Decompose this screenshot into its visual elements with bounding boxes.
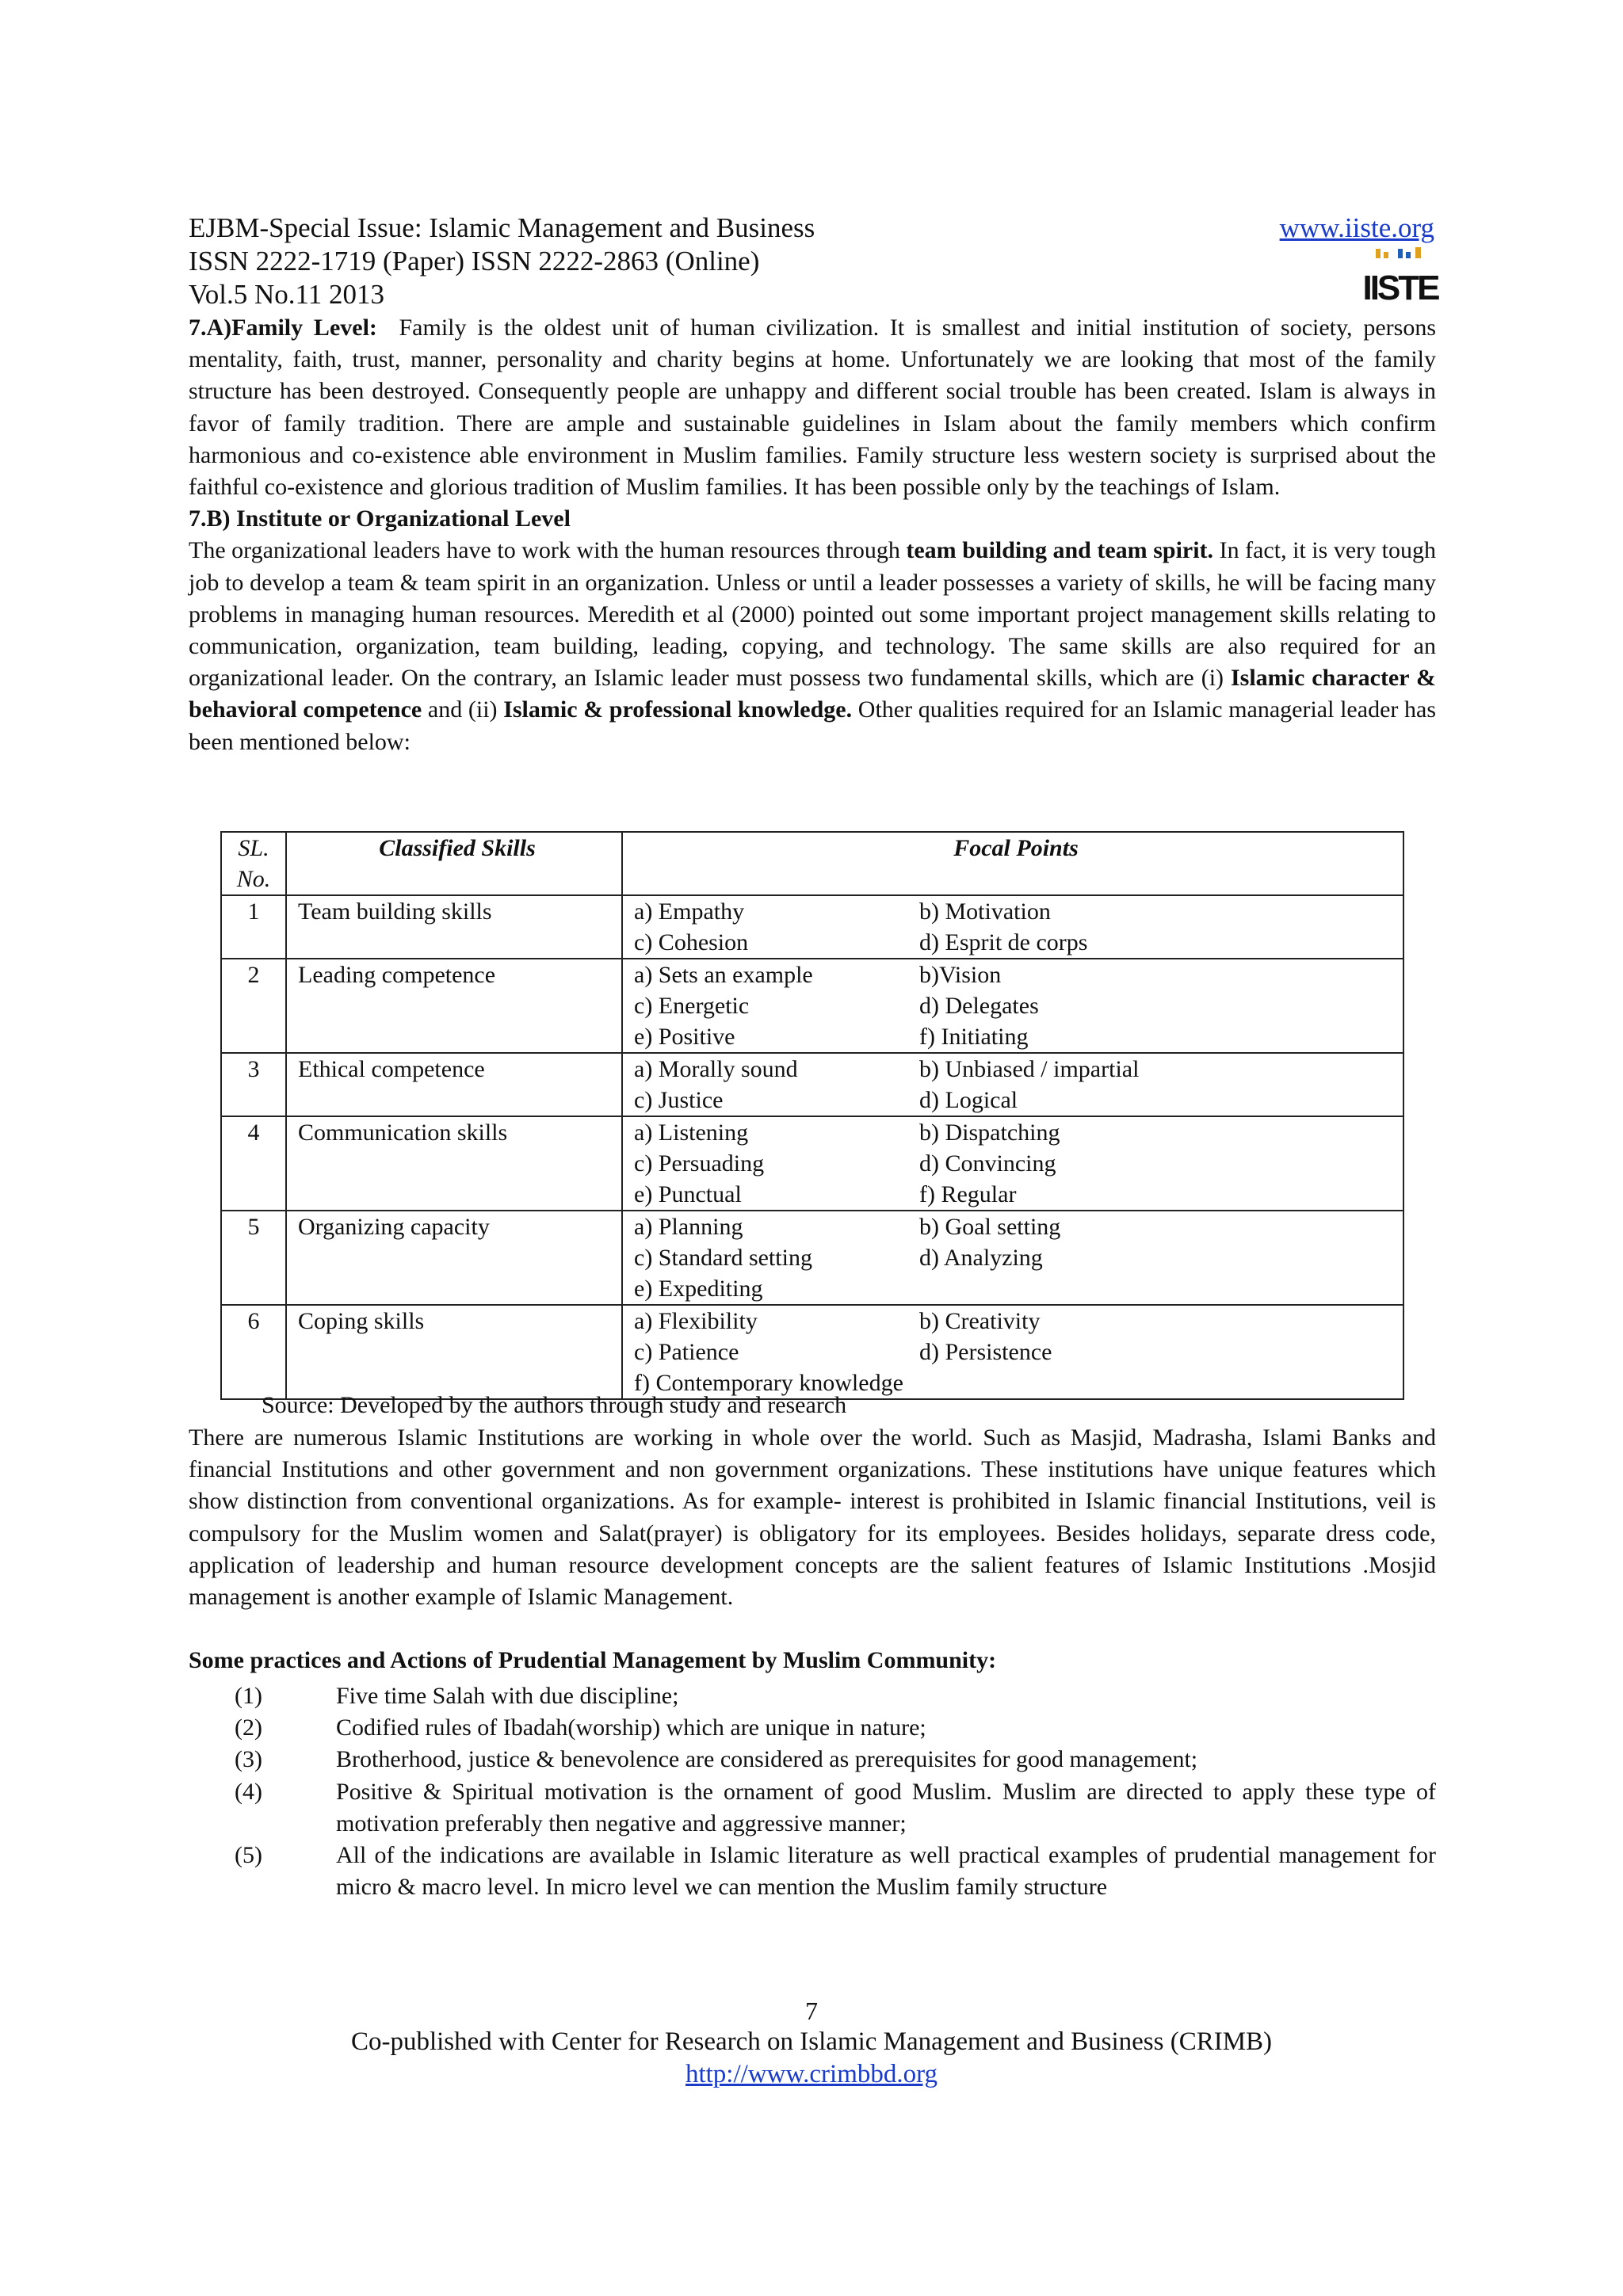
row-focal-points [622,959,1403,1053]
skills-table [220,831,1404,1400]
row-skill: Team building skills [286,895,622,959]
list-item-text: All of the indications are available in Islamic literature as well practical examples of prudential management for micro & macro level. In micro level we can mention the Muslim family structure [336,1842,1436,1901]
focal-point: a) Sets an example [634,962,813,988]
row-skill: Ethical competence [286,1053,622,1116]
footer-url-link[interactable]: http://www.crimbbd.org [685,2060,938,2088]
list-item-text: Brotherhood, justice & benevolence are considered as prerequisites for good management; [336,1746,1198,1773]
focal-point: b) Goal setting [919,1214,1061,1240]
focal-point: c) Justice [634,1087,724,1113]
focal-point: a) Listening [634,1119,749,1146]
row-skill: Organizing capacity [286,1211,622,1305]
row-focal-points [622,1211,1403,1305]
focal-point: c) Patience [634,1339,739,1365]
row-focal-points [622,1053,1403,1116]
table-row [221,1053,1403,1116]
focal-point: f) Regular [919,1181,1017,1207]
list-item-number: (3) [235,1746,262,1773]
institutions-section [189,1422,1436,1676]
list-item-number: (5) [235,1842,262,1869]
focal-point: b) Creativity [919,1308,1041,1334]
focal-point: d) Logical [919,1087,1018,1113]
row-skill: Leading competence [286,959,622,1053]
header-focal-points: Focal Points [622,832,1403,895]
row-focal-points [622,1305,1403,1399]
list-item-text: Positive & Spiritual motivation is the ornament of good Muslim. Muslim are directed to apply these type of motivation preferably then negative and aggressive manner; [336,1778,1436,1836]
section-7a [189,312,1436,758]
focal-point: b)Vision [919,962,1002,988]
footer-copublished: Co-published with Center for Research on Islamic Management and Business (CRIMB) [350,2027,1273,2056]
list-item [189,1744,1436,1775]
focal-point: c) Energetic [634,993,750,1019]
section-7b-heading: 7.B) Institute or Organizational Level [189,505,571,532]
journal-website-link[interactable]: www.iiste.org [1279,212,1434,243]
table-row [221,1305,1403,1399]
table-source: Source: Developed by the authors through study and research [262,1392,847,1418]
focal-point: d) Convincing [919,1150,1056,1177]
practices-list [189,1680,1436,1903]
section-7a-label: 7.A)Family Level: [189,315,377,341]
institutions-paragraph: There are numerous Islamic Institutions are working in whole over the world. Such as Masjid, Madrasha, Islami Banks and financial Institutions and other government and non government organizations. These institutions have unique features which show distinction from conventional organizations. As for example- interest is prohibited in Islamic financial Institutions, veil is compulsory for the Muslim women and Salat(prayer) is obligatory for its employees. Besides holidays, separate dress code, application of leadership and human resource development concepts are the salient features of Islamic Institutions .Mosjid management is another example of Islamic Management. [189,1425,1436,1611]
list-item-number: (1) [235,1683,262,1709]
header-classified-skills: Classified Skills [286,832,622,895]
focal-point: a) Empathy [634,898,745,925]
journal-title: EJBM-Special Issue: Islamic Management and Business [189,212,815,243]
row-sl-no: 5 [221,1211,286,1305]
list-item [189,1680,1436,1712]
focal-point: d) Delegates [919,993,1039,1019]
list-item-number: (2) [235,1714,262,1741]
section-7b-paragraph: The organizational leaders have to work with the human resources through team building and team spirit. In fact, it is very tough job to develop a team & team spirit in an organization. Unless or until a leader possesses a variety of skills, he will be facing many problems in managing human resources. Meredith et al (2000) pointed out some important project management skills relating to communication, organization, team building, leading, copying, and technology. The same skills are also required for an organizational leader. On the contrary, an Islamic leader must possess two fundamental skills, which are (i) Islamic character & behavioral competence and (ii) Islamic & professional knowledge. Other qualities required for an Islamic managerial leader has been mentioned below: [189,537,1437,755]
table-header-row [221,832,1403,895]
list-item-text: Codified rules of Ibadah(worship) which are unique in nature; [336,1714,926,1741]
focal-point: c) Cohesion [634,929,749,955]
focal-point: b) Motivation [919,898,1051,925]
practices-heading: Some practices and Actions of Prudential Management by Muslim Community: [189,1647,997,1674]
row-skill: Communication skills [286,1116,622,1211]
focal-point: c) Persuading [634,1150,765,1177]
row-sl-no: 6 [221,1305,286,1399]
list-item [189,1840,1436,1903]
row-sl-no: 3 [221,1053,286,1116]
section-7a-text: Family is the oldest unit of human civilization. It is smallest and initial institution of society, persons mentality, faith, trust, manner, personality and charity begins at home. Unfortunately we are looking that most of the family structure has been destroyed. Consequently people are unhappy and different social trouble has been created. Islam is always in favor of family tradition. There are ample and sustainable guidelines in Islam about the family members which confirm harmonious and co-existence able environment in Muslim families. Family structure less western society is surprised about the faithful co-existence and glorious tradition of Muslim families. It has been possible only by the teachings of Islam. [189,315,1436,501]
focal-point: f) Contemporary knowledge [634,1370,903,1396]
issn-line: ISSN 2222-1719 (Paper) ISSN 2222-2863 (Online) [189,246,760,277]
focal-point: b) Dispatching [919,1119,1060,1146]
row-sl-no: 1 [221,895,286,959]
row-focal-points [622,1116,1403,1211]
focal-point: e) Expediting [634,1276,763,1302]
focal-point: a) Morally sound [634,1056,798,1082]
focal-point: e) Positive [634,1024,735,1050]
focal-point: a) Flexibility [634,1308,758,1334]
page-number: 7 [805,1997,818,2025]
focal-point: a) Planning [634,1214,743,1240]
table-row [221,959,1403,1053]
focal-point: b) Unbiased / impartial [919,1056,1140,1082]
focal-point: d) Analyzing [919,1245,1043,1271]
table-row [221,1211,1403,1305]
logo-text: IISTE [1362,269,1438,307]
volume-line: Vol.5 No.11 2013 [189,279,384,310]
row-sl-no: 4 [221,1116,286,1211]
focal-point: e) Punctual [634,1181,742,1207]
table-row [221,1116,1403,1211]
list-item [189,1712,1436,1744]
iiste-logo [1362,247,1438,307]
list-item [189,1776,1436,1840]
row-sl-no: 2 [221,959,286,1053]
footer-url-wrap [0,2058,1623,2091]
list-item-text: Five time Salah with due discipline; [336,1683,679,1709]
header-sl-no: SL. No. [221,832,286,895]
row-skill: Coping skills [286,1305,622,1399]
focal-point: d) Persistence [919,1339,1052,1365]
row-focal-points [622,895,1403,959]
table-row [221,895,1403,959]
focal-point: c) Standard setting [634,1245,812,1271]
focal-point: f) Initiating [919,1024,1029,1050]
list-item-number: (4) [235,1778,262,1805]
focal-point: d) Esprit de corps [919,929,1088,955]
